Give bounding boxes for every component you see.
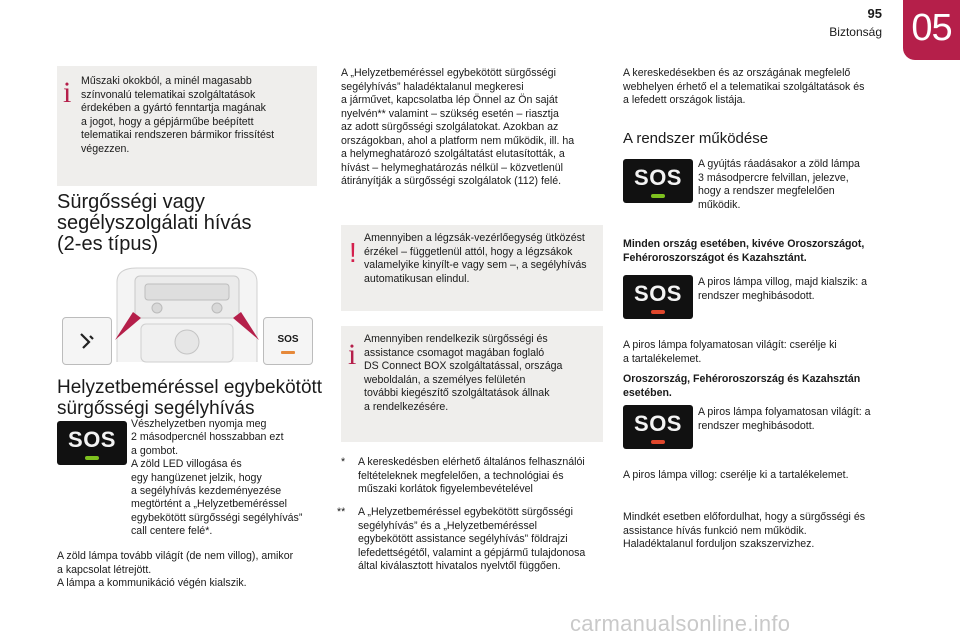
red-led [651,310,665,314]
red-lamp-steady-fault-text: A piros lámpa folyamatosan világít: a rendszer meghibásodott. [698,406,871,432]
info-icon: i [348,338,357,371]
located-call-intro: A „Helyzetbeméréssel egybekötött sürgősségi segélyhívás” haladéktalanul megkeresi a járművet, kapcsolatba lép Önnel az Ön saját nyelvén** valamint – szükség esetén – riasztja az adott sürgősségi szolgálatokat. Azokban az országokban, ahol a platform nem működik, ill. ha a helymeghatározó szolgáltatást elutasították, a hívást – helymeghatározás nélkül – közvetlenül átirányítják a sürgősségi szolgálatok (112) felé. [341,67,575,187]
warning-box-text: Amennyiben a légzsák-vezérlőegység ütközést érzékel – függetlenül attól, hogy a légzsákok valamelyike kinyílt-e vagy sem –, a segélyhívás automatikusan elindul. [364,232,587,285]
warning-box-airbag [341,225,603,311]
info-box-technical-text: Műszaki okokból, a minél magasabb színvonalú telematikai szolgáltatások érdekében a gyártó fenntartja magának a jogot, hogy a gépjárműbe beépített telematikai rendszeren bármikor frissítést végezzen. [81,75,275,155]
footnote-2-text: A „Helyzetbeméréssel egybekötött sürgősségi segélyhívás” és a „Helyzetbeméréssel egybekötött assistance segélyhívás” földrajzi lefedettségétől, valamint a gépjármű tulajdonosa által kiválasztott hivatalos nyelvtől függően. [358,506,586,573]
info-box-technical [57,66,317,186]
section-title-emergency: Sürgősségi vagy segélyszolgálati hívás (2-es típus) [57,191,252,255]
red-lamp-blink-fault-text: A piros lámpa villog, majd kialszik: a rendszer meghibásodott. [698,276,867,302]
section-title-system: A rendszer működése [623,130,769,147]
page-number: 95 [867,6,882,21]
info-icon: i [63,76,72,109]
red-lamp-steady-battery-text: A piros lámpa folyamatosan világít: cserélje ki a tartalékelemet. [623,339,837,365]
section-title-located-call: Helyzetbeméréssel egybekötött sürgősségi segélyhívás [57,377,323,419]
chapter-tab: 05 [903,0,960,60]
services-list-intro: A kereskedésekben és az országának megfelelő webhelyen érhető el a telematikai szolgáltatások és a lefedett országok listája. [623,67,865,107]
green-led [85,456,99,460]
red-lamp-blink-battery-text: A piros lámpa villog: cserélje ki a tartalékelemet. [623,469,849,481]
warning-icon: ! [349,237,357,268]
sos-label: SOS [634,411,682,436]
info-box-ds-connect [341,326,603,442]
info-box-ds-connect-text: Amennyiben rendelkezik sürgősségi és assistance csomagot magában foglaló DS Connect BOX szolgáltatással, országa weboldalán, a személyes felületén további kiegészítő szolgáltatások állnak a rendelkezésére. [364,333,563,413]
watermark: carmanualsonline.info [570,611,791,636]
red-led [651,440,665,444]
footnote-1-mark: * [341,456,346,468]
green-lamp-paragraph: A zöld lámpa tovább világít (de nem villog), amikor a kapcsolat létrejött. A lámpa a kommunikáció végén kialszik. [57,550,294,590]
console-button-left [62,317,112,365]
footnote-1-text: A kereskedésben elérhető általános felhasználói feltételeknek megfelelően, a technológiai és műszaki korlátok figyelembevételével [358,456,585,496]
console-illustration [57,262,317,372]
sos-button-green [57,421,127,465]
sos-button-green-status [623,159,693,203]
section-name: Biztonság [829,25,882,39]
countries-note-2: Oroszország, Fehéroroszország és Kazahsztán esetében. [623,373,861,399]
console-sos-led [281,351,295,354]
assistance-icon [63,318,111,364]
sos-button-red-blink [623,275,693,319]
countries-note-1: Minden ország esetében, kivéve Oroszországot, Fehéroroszországot és Kazahsztánt. [623,238,865,264]
final-warning-paragraph: Mindkét esetben előfordulhat, hogy a sürgősségi és assistance hívás funkció nem működik. Haladéktalanul forduljon szakszervizhez. [623,511,866,551]
sos-label: SOS [634,281,682,306]
green-lamp-startup-text: A gyújtás ráadásakor a zöld lámpa 3 másodpercre felvillan, jelezve, hogy a rendszer megfelelően működik. [698,158,860,211]
sos-press-instructions: Vészhelyzetben nyomja meg 2 másodpercnél hosszabban ezt a gombot. A zöld LED villogása és egy hangüzenet jelzik, hogy a segélyhívás kezdeményezése megtörtént a „Helyzetbeméréssel egybekötött sürgősségi segélyhívás” call centere felé*. [131,418,303,538]
green-led [651,194,665,198]
sos-label: SOS [634,165,682,190]
sos-button-red-steady [623,405,693,449]
footnote-2-mark: ** [337,506,346,518]
console-sos-label: SOS [277,334,299,345]
sos-label: SOS [68,427,116,452]
console-button-sos [263,317,313,365]
